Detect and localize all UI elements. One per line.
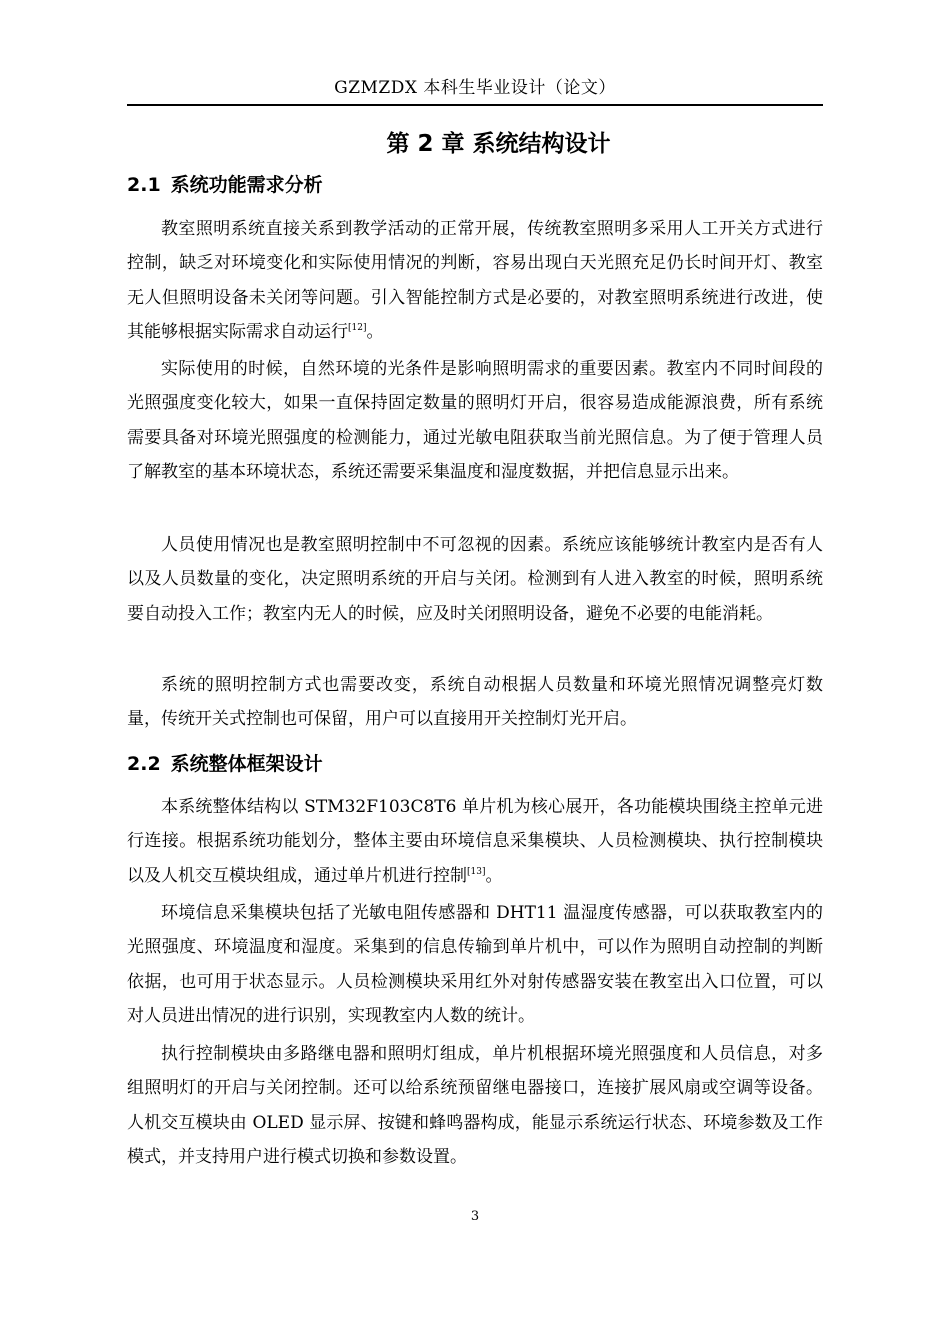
chapter-title: 第 2 章 系统结构设计: [386, 131, 611, 157]
paragraph-text: 执行控制模块由多路继电器和照明灯组成，单片机根据环境光照强度和人员信息，对多组照明灯的开启与关闭控制。还可以给系统预留继电器接口，连接扩展风扇或空调等设备。人机交互模块由 OLED 显示屏、按键和蜂鸣器构成，能显示系统运行状态、环境参数及工作模式，并支持用户进行模式切换和参数设置。: [127, 1044, 823, 1167]
section-heading-2-2: [127, 749, 323, 779]
section-title-text: 系统功能需求分析: [170, 174, 323, 196]
paragraph-tail: 。: [366, 321, 384, 342]
paragraph-text: 本系统整体结构以 STM32F103C8T6 单片机为核心展开，各功能模块围绕主控单元进行连接。根据系统功能划分，整体主要由环境信息采集模块、人员检测模块、执行控制模块以及人机交互模块组成，通过单片机进行控制: [127, 797, 823, 886]
paragraph-text: 系统的照明控制方式也需要改变，系统自动根据人员数量和环境光照情况调整亮灯数量，传统开关式控制也可保留，用户可以直接用开关控制灯光开启。: [127, 675, 823, 730]
paragraph-text: 教室照明系统直接关系到教学活动的正常开展，传统教室照明多采用人工开关方式进行控制，缺乏对环境变化和实际使用情况的判断，容易出现白天光照充足仍长时间开灯、教室无人但照明设备未关闭等问题。引入智能控制方式是必要的，对教室照明系统进行改进，使其能够根据实际需求自动运行: [127, 219, 823, 342]
paragraph: [127, 668, 823, 737]
paragraph: [127, 528, 823, 631]
section-number: 2.2: [127, 753, 161, 775]
page-header: [127, 74, 823, 106]
section-number: 2.1: [127, 174, 161, 196]
paragraph: [127, 352, 823, 489]
paragraph: [127, 1037, 823, 1174]
paragraph-text: 人员使用情况也是教室照明控制中不可忽视的因素。系统应该能够统计教室内是否有人以及人员数量的变化，决定照明系统的开启与关闭。检测到有人进入教室的时候，照明系统要自动投入工作；教室内无人的时候，应及时关闭照明设备，避免不必要的电能消耗。: [127, 535, 823, 624]
citation: [13]: [467, 866, 486, 877]
section-heading-2-1: [127, 170, 323, 200]
paragraph-tail: 。: [485, 865, 503, 886]
paragraph: [127, 790, 823, 893]
page-number: 3: [470, 1209, 480, 1224]
paragraph-text: 环境信息采集模块包括了光敏电阻传感器和 DHT11 温湿度传感器，可以获取教室内的光照强度、环境温度和湿度。采集到的信息传输到单片机中，可以作为照明自动控制的判断依据，也可用于状态显示。人员检测模块采用红外对射传感器安装在教室出入口位置，可以对人员进出情况的进行识别，实现教室内人数的统计。: [127, 903, 823, 1026]
citation: [12]: [348, 322, 367, 333]
paragraph: [127, 896, 823, 1033]
header-text: GZMZDX 本科生毕业设计（论文）: [334, 78, 616, 98]
paragraph: [127, 212, 823, 349]
paragraph-text: 实际使用的时候，自然环境的光条件是影响照明需求的重要因素。教室内不同时间段的光照强度变化较大，如果一直保持固定数量的照明灯开启，很容易造成能源浪费，所有系统需要具备对环境光照强度的检测能力，通过光敏电阻获取当前光照信息。为了便于管理人员了解教室的基本环境状态，系统还需要采集温度和湿度数据，并把信息显示出来。: [127, 359, 823, 482]
section-title-text: 系统整体框架设计: [170, 753, 323, 775]
